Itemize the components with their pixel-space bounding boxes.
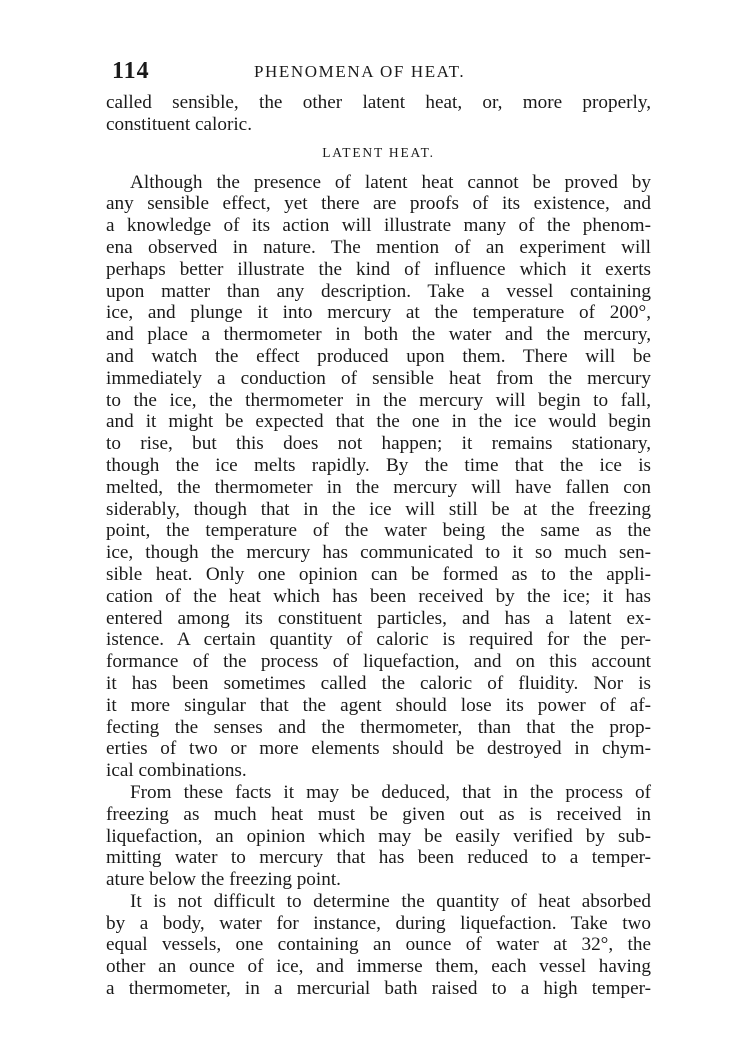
text-line: equal vessels, one containing an ounce of water at 32°, the [106,934,651,956]
text-line: constituent caloric. [106,113,252,135]
text-line: sible heat. Only one opinion can be formed as to the appli- [106,563,651,585]
text-line: ical combinations. [106,760,247,782]
text-line: perhaps better illustrate the kind of influence which it exerts [106,258,651,280]
text-line: and it might be expected that the one in the ice would begin [106,411,651,433]
text-line: a knowledge of its action will illustrate many of the phenom- [106,215,651,237]
text-line: ena observed in nature. The mention of an experiment will [106,236,651,258]
text-line: other an ounce of ice, and immerse them, each vessel having [106,956,651,978]
section-heading: LATENT HEAT. [322,144,435,160]
text-line: liquefaction, an opinion which may be easily verified by sub- [106,825,651,847]
text-line: entered among its constituent particles, and has a latent ex- [106,607,651,629]
text-line: to the ice, the thermometer in the mercury will begin to fall, [106,389,651,411]
text-line: and place a thermometer in both the water and the mercury, [106,324,651,346]
running-title: PHENOMENA OF HEAT. [254,62,466,81]
text-line: cation of the heat which has been received by the ice; it has [106,585,651,607]
text-line: Although the presence of latent heat cannot be proved by [130,171,651,193]
text-line: siderably, though that in the ice will still be at the freezing [106,498,651,520]
text-line: freezing as much heat must be given out as is received in [106,803,651,825]
text-line: It is not difficult to determine the quantity of heat absorbed [130,890,651,912]
running-head [106,52,651,92]
text-line: though the ice melts rapidly. By the time that the ice is [106,454,651,476]
body-paragraph [106,782,651,891]
text-line: From these facts it may be deduced, that in the process of [130,781,651,803]
text-line: to rise, but this does not happen; it remains stationary, [106,433,651,455]
text-line: mitting water to mercury that has been reduced to a temper- [106,847,651,869]
text-line: it has been sometimes called the caloric of fluidity. Nor is [106,672,651,694]
text-line: ice, though the mercury has communicated to it so much sen- [106,542,651,564]
text-line: ice, and plunge it into mercury at the temperature of 200°, [106,302,651,324]
text-line: erties of two or more elements should be destroyed in chym- [106,738,651,760]
text-line: called sensible, the other latent heat, or, more properly, [106,92,651,113]
text-line: ature below the freezing point. [106,869,341,891]
text-line: a thermometer, in a mercurial bath raised to a high temper- [106,978,651,1000]
text-line: melted, the thermometer in the mercury will have fallen con [106,476,651,498]
text-line: it more singular that the agent should lose its power of af- [106,694,651,716]
text-line: immediately a conduction of sensible heat from the mercury [106,367,651,389]
text-line: istence. A certain quantity of caloric is required for the per- [106,629,651,651]
text-line: and watch the effect produced upon them. There will be [106,345,651,367]
intro-paragraph [106,92,651,136]
text-line: upon matter than any description. Take a vessel containing [106,280,651,302]
text-line: point, the temperature of the water being the same as the [106,520,651,542]
body-paragraph [106,891,651,1000]
text-line: formance of the process of liquefaction, and on this account [106,651,651,673]
page-number: 114 [112,58,150,84]
text-line: fecting the senses and the thermometer, than that the prop- [106,716,651,738]
book-page [106,52,651,1000]
text-line: by a body, water for instance, during liquefaction. Take two [106,912,651,934]
text-line: any sensible effect, yet there are proofs of its existence, and [106,193,651,215]
body-paragraph [106,172,651,782]
